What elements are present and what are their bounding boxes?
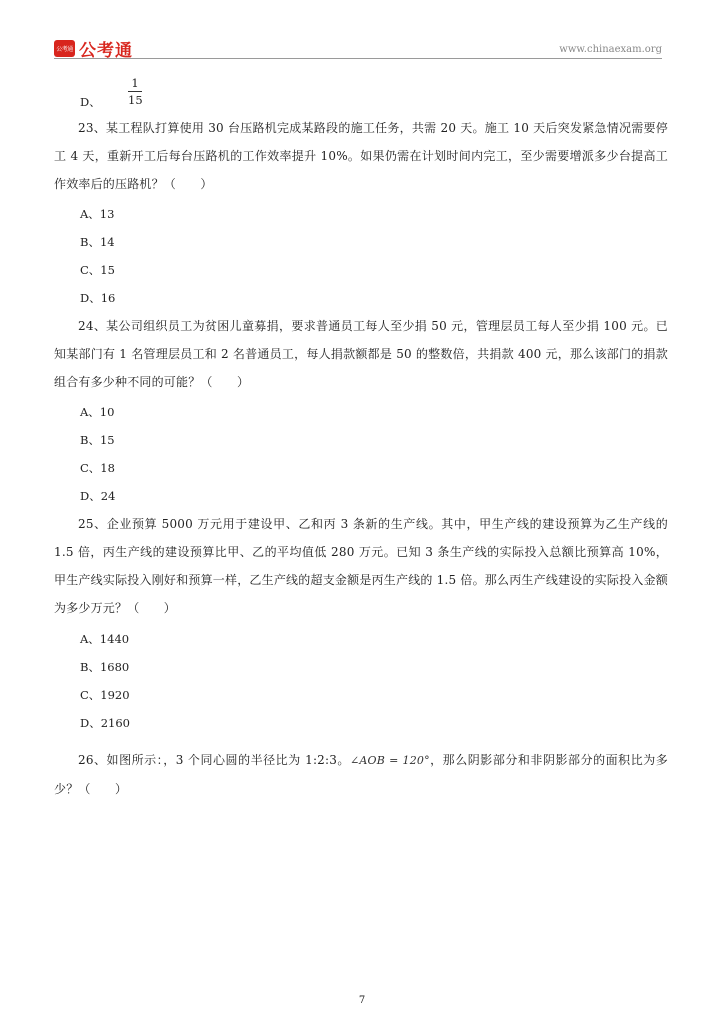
fraction-numerator: 1: [128, 76, 142, 92]
fraction: [128, 76, 142, 107]
logo-badge-icon: 公考通: [54, 40, 75, 57]
q23-option-d: D、16: [80, 291, 116, 305]
question-26-text-start: 26、如图所示：，3 个同心圆的半径比为 1:2:3。: [78, 753, 350, 767]
q25-option-c: C、1920: [80, 688, 130, 702]
question-23: 23、某工程队打算使用 30 台压路机完成某路段的施工任务，共需 20 天。施工 10 天后突发紧急情况需要停工 4 天，重新开工后每台压路机的工作效率提升 10%。如果仍需在计划时间内完工，至少需要增派多少台提高工作效率后的压路机？（ ）: [54, 121, 668, 191]
fraction-denominator: 15: [128, 93, 143, 107]
q24-option-a: A、10: [80, 405, 115, 419]
q25-option-b: B、1680: [80, 660, 130, 674]
previous-option-d: [80, 76, 200, 108]
page-header: [54, 36, 662, 60]
q23-option-b: B、14: [80, 235, 115, 249]
site-url[interactable]: www.chinaexam.org: [559, 44, 662, 55]
logo-text: 公考通: [79, 41, 133, 61]
question-26-text-end: ，那么阴影部分和非阴影部分的面积比为多少？（ ）: [54, 753, 668, 796]
q25-option-d: D、2160: [80, 716, 130, 730]
q24-option-d: D、24: [80, 489, 116, 503]
header-divider: [54, 58, 662, 59]
question-25: 25、企业预算 5000 万元用于建设甲、乙和丙 3 条新的生产线。其中，甲生产线的建设预算为乙生产线的 1.5 倍，丙生产线的建设预算比甲、乙的平均值低 280 万元。已知 3 条生产线的实际投入总额比预算高 10%，甲生产线实际投入刚好和预算一样，乙生产线的超支金额是丙生产线的 1.5 倍。那么丙生产线建设的实际投入金额为多少万元？（ ）: [54, 517, 668, 615]
q24-option-c: C、18: [80, 461, 115, 475]
q23-option-c: C、15: [80, 263, 115, 277]
q24-option-b: B、15: [80, 433, 115, 447]
question-26: [54, 746, 668, 803]
angle-formula: ∠AOB = 120°: [349, 754, 430, 767]
question-24: 24、某公司组织员工为贫困儿童募捐，要求普通员工每人至少捐 50 元，管理层员工每人至少捐 100 元。已知某部门有 1 名管理层员工和 2 名普通员工，每人捐款额都是 50 的整数倍，共捐款 400 元，那么该部门的捐款组合有多少种不同的可能？（ ）: [54, 319, 668, 389]
q23-option-a: A、13: [80, 207, 115, 221]
option-label: D、: [80, 95, 101, 109]
page-number: 7: [358, 995, 366, 1006]
q25-option-a: A、1440: [80, 632, 130, 646]
